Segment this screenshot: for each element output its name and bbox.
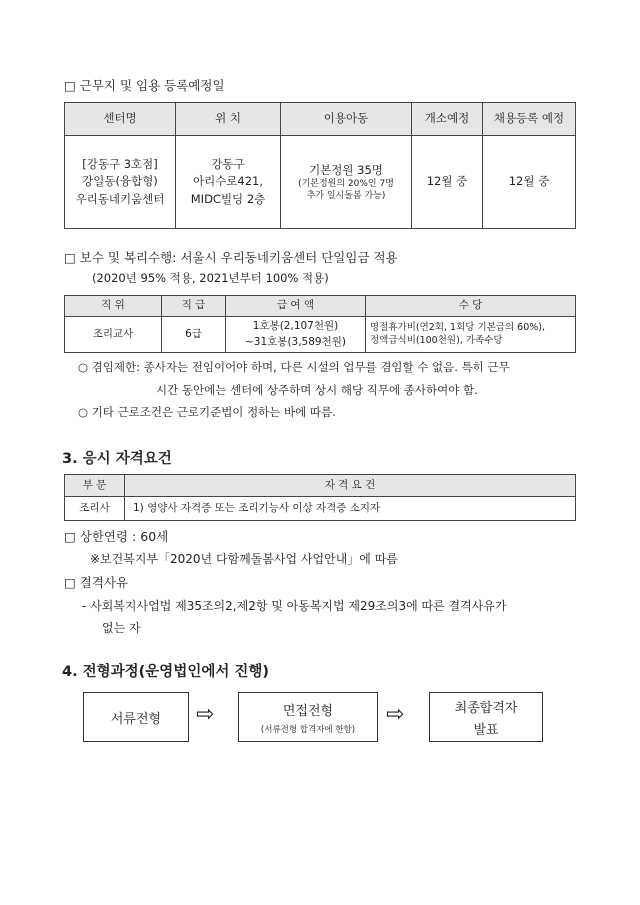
- note-concurrent-2: 시간 동안에는 센터에 상주하며 상시 해당 직무에 종사하여야 함.: [156, 383, 478, 397]
- workplace-table: [64, 102, 576, 229]
- table-row: [65, 136, 576, 229]
- table-header-row: [65, 475, 576, 497]
- col-grade: 직 급: [162, 296, 226, 317]
- col-requirement: 자 격 요 건: [125, 475, 576, 497]
- col-salary: 급 여 액: [226, 296, 366, 317]
- col-location: 위 치: [176, 103, 281, 136]
- note-other-conditions: ○ 기타 근로조건은 근로기준법이 정하는 바에 따름.: [78, 405, 336, 419]
- cell-requirement: 1) 영양사 자격증 또는 조리기능사 이상 자격증 소지자: [125, 497, 576, 521]
- col-register: 채용등록 예정: [483, 103, 576, 136]
- cell-children: 기본정원 35명 (기본정원의 20%인 7명 추가 일시돌봄 가능): [281, 136, 412, 229]
- cell-open: 12월 중: [412, 136, 483, 229]
- salary-table: [64, 295, 576, 353]
- section-salary-sub: (2020년 95% 적용, 2021년부터 100% 적용): [92, 271, 329, 285]
- qualification-table: [64, 474, 576, 521]
- col-position: 직 위: [65, 296, 162, 317]
- section-process-heading: 4. 전형과정(운영법인에서 진행): [62, 664, 270, 680]
- age-limit-title: □ 상한연령 : 60세: [64, 529, 169, 544]
- table-row: [65, 317, 576, 353]
- col-open: 개소예정: [412, 103, 483, 136]
- table-header-row: [65, 296, 576, 317]
- cell-salary: 1호봉(2,107천원) ~31호봉(3,589천원): [226, 317, 366, 353]
- note-concurrent-1: ○ 겸임제한: 종사자는 전임이어야 하며, 다른 시설의 업무를 겸임할 수 없음. 특히 근무: [78, 360, 510, 374]
- cell-part: 조리사: [65, 497, 125, 521]
- cell-location: 강동구 아리수로421, MIDC빌딩 2층: [176, 136, 281, 229]
- flow-step-final: 최종합격자 발표: [429, 692, 543, 742]
- age-limit-note: ※보건복지부「2020년 다함께돌봄사업 사업안내」에 따름: [90, 552, 398, 566]
- flow-arrow-icon: ⇨: [196, 702, 215, 727]
- disqualification-line-2: 없는 자: [102, 621, 141, 635]
- section-qualification-heading: 3. 응시 자격요건: [62, 451, 172, 467]
- col-children: 이용아동: [281, 103, 412, 136]
- cell-grade: 6급: [162, 317, 226, 353]
- section-salary-title: □ 보수 및 복리수행: 서울시 우리동네키움센터 단일임금 적용: [64, 250, 398, 265]
- cell-register: 12월 중: [483, 136, 576, 229]
- col-part: 부 문: [65, 475, 125, 497]
- col-center: 센터명: [65, 103, 176, 136]
- flow-arrow-icon: ⇨: [386, 702, 405, 727]
- flow-step-document: 서류전형: [83, 692, 189, 742]
- cell-center: [강동구 3호점] 강일동(융합형) 우리동네키움센터: [65, 136, 176, 229]
- table-header-row: [65, 103, 576, 136]
- cell-allowance: 명절휴가비(연2회, 1회당 기본급의 60%), 정액급식비(100천원), 가족수당: [366, 317, 576, 353]
- cell-position: 조리교사: [65, 317, 162, 353]
- disqualification-line-1: - 사회복지사업법 제35조의2,제2항 및 아동복지법 제29조의3에 따른 결격사유가: [82, 599, 507, 613]
- table-row: [65, 497, 576, 521]
- section-workplace-title: □ 근무지 및 임용 등록예정일: [64, 78, 225, 93]
- flow-step-interview: 면접전형 (서류전형 합격자에 한함): [238, 692, 378, 742]
- col-allowance: 수 당: [366, 296, 576, 317]
- disqualification-title: □ 결격사유: [64, 575, 129, 590]
